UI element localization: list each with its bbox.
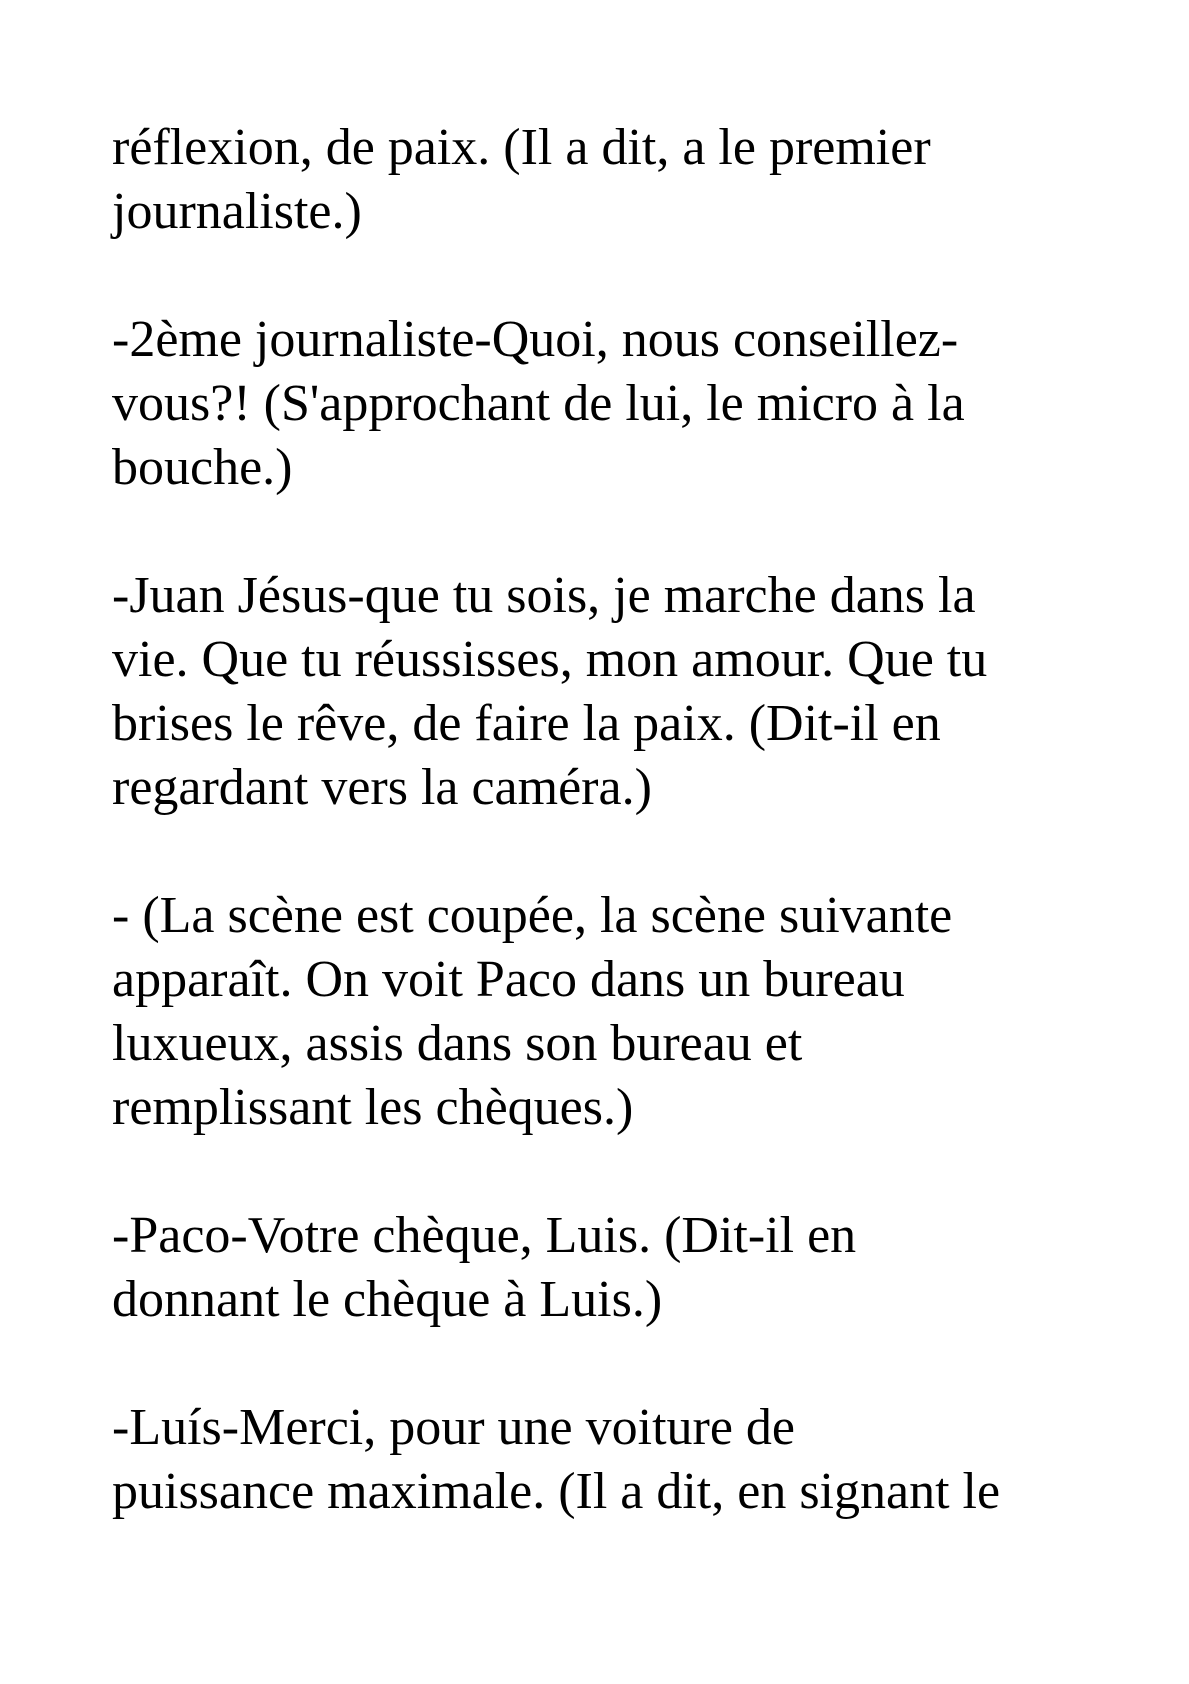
text-line: apparaît. On voit Paco dans un bureau — [112, 951, 905, 1008]
paragraph-luis — [112, 1396, 1112, 1524]
text-line: -2ème journaliste-Quoi, nous conseillez- — [112, 311, 959, 368]
text-line: donnant le chèque à Luis.) — [112, 1271, 663, 1328]
text-line: regardant vers la caméra.) — [112, 759, 652, 816]
text-line: luxueux, assis dans son bureau et — [112, 1015, 803, 1072]
text-line: -Luís-Merci, pour une voiture de — [112, 1399, 796, 1456]
text-line: journaliste.) — [112, 183, 362, 240]
text-line: remplissant les chèques.) — [112, 1079, 634, 1136]
text-line: - (La scène est coupée, la scène suivante — [112, 887, 953, 944]
page-text — [112, 116, 1112, 1588]
paragraph-second-journalist — [112, 308, 1112, 500]
text-line: vous?! (S'approchant de lui, le micro à la — [112, 375, 965, 432]
paragraph-reflexion — [112, 116, 1112, 244]
text-line: vie. Que tu réussisses, mon amour. Que tu — [112, 631, 988, 688]
text-line: -Paco-Votre chèque, Luis. (Dit-il en — [112, 1207, 857, 1264]
text-line: puissance maximale. (Il a dit, en signant le — [112, 1463, 1001, 1520]
text-line: bouche.) — [112, 439, 293, 496]
text-line: réflexion, de paix. (Il a dit, a le premier — [112, 119, 931, 176]
paragraph-scene-direction — [112, 884, 1112, 1140]
paragraph-juan-jesus — [112, 564, 1112, 820]
paragraph-paco — [112, 1204, 1112, 1332]
text-line: brises le rêve, de faire la paix. (Dit-il en — [112, 695, 941, 752]
text-line: -Juan Jésus-que tu sois, je marche dans la — [112, 567, 976, 624]
